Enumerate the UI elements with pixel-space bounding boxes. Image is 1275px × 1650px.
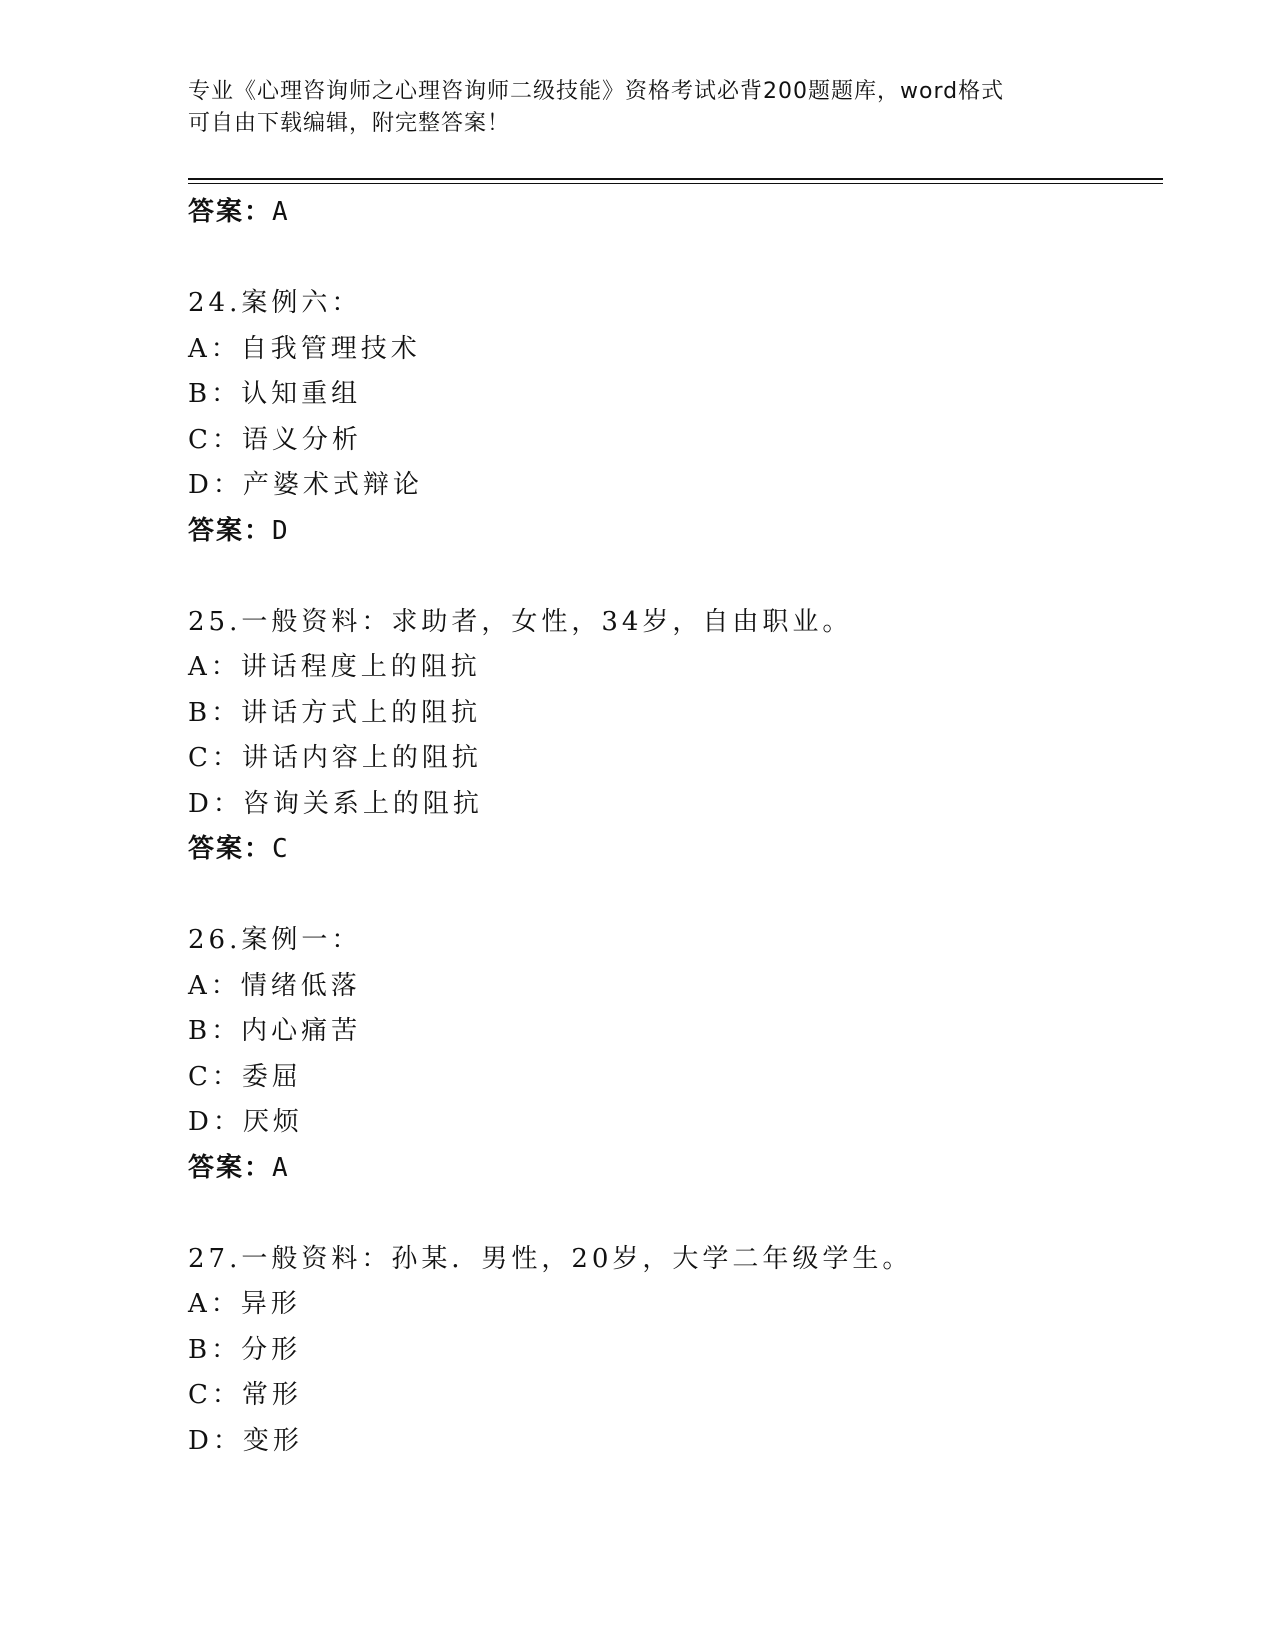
answer-label: 答案： [188, 834, 273, 864]
option-b: B：分形 [188, 1334, 302, 1365]
answer-value: C [272, 834, 290, 864]
question-title: 26.案例一： [188, 925, 362, 955]
header-line-2: 可自由下载编辑，附完整答案！ [188, 111, 511, 136]
header-divider-thick [188, 178, 1163, 180]
question-title: 27.一般资料：孙某．男性，20岁，大学二年级学生。 [188, 1243, 913, 1274]
question-title: 24.案例六： [188, 288, 362, 318]
option-d: D：厌烦 [188, 1107, 303, 1137]
option-c: C：委屈 [188, 1061, 302, 1092]
answer-line [188, 190, 1148, 236]
option-a: A：情绪低落 [188, 970, 361, 1001]
option-c: C：语义分析 [188, 424, 362, 455]
answer-value: A [272, 197, 290, 227]
option-d: D：产婆术式辩论 [188, 470, 423, 500]
answer-value: A [272, 1152, 290, 1183]
option-b: B：认知重组 [188, 379, 362, 409]
option-d: D：变形 [188, 1425, 303, 1456]
spacer [188, 236, 1148, 282]
header-divider-thin [188, 183, 1163, 184]
option-c: C：常形 [188, 1380, 302, 1410]
answer-label: 答案： [188, 1152, 273, 1183]
question-block [188, 1237, 1148, 1465]
option-a: A：自我管理技术 [188, 333, 421, 364]
answer-line [188, 1146, 1148, 1192]
spacer [188, 1191, 1148, 1237]
option-b: B：讲话方式上的阻抗 [188, 697, 482, 728]
question-title: 25.一般资料：求助者，女性，34岁，自由职业。 [188, 606, 853, 637]
spacer [188, 554, 1148, 600]
document-header [188, 76, 1068, 140]
question-list [188, 190, 1148, 1464]
header-line-1: 专业《心理咨询师之心理咨询师二级技能》资格考试必背200题题库，word格式 [188, 79, 1005, 104]
answer-label: 答案： [188, 197, 273, 227]
option-d: D：咨询关系上的阻抗 [188, 788, 483, 819]
option-c: C：讲话内容上的阻抗 [188, 743, 482, 773]
option-b: B：内心痛苦 [188, 1016, 362, 1046]
option-a: A：异形 [188, 1289, 301, 1319]
question-block [188, 918, 1148, 1191]
option-a: A：讲话程度上的阻抗 [188, 652, 481, 682]
answer-line [188, 827, 1148, 873]
question-block [188, 600, 1148, 873]
answer-value: D [272, 515, 290, 546]
answer-label: 答案： [188, 515, 273, 546]
question-block [188, 281, 1148, 554]
answer-line [188, 509, 1148, 555]
spacer [188, 873, 1148, 919]
